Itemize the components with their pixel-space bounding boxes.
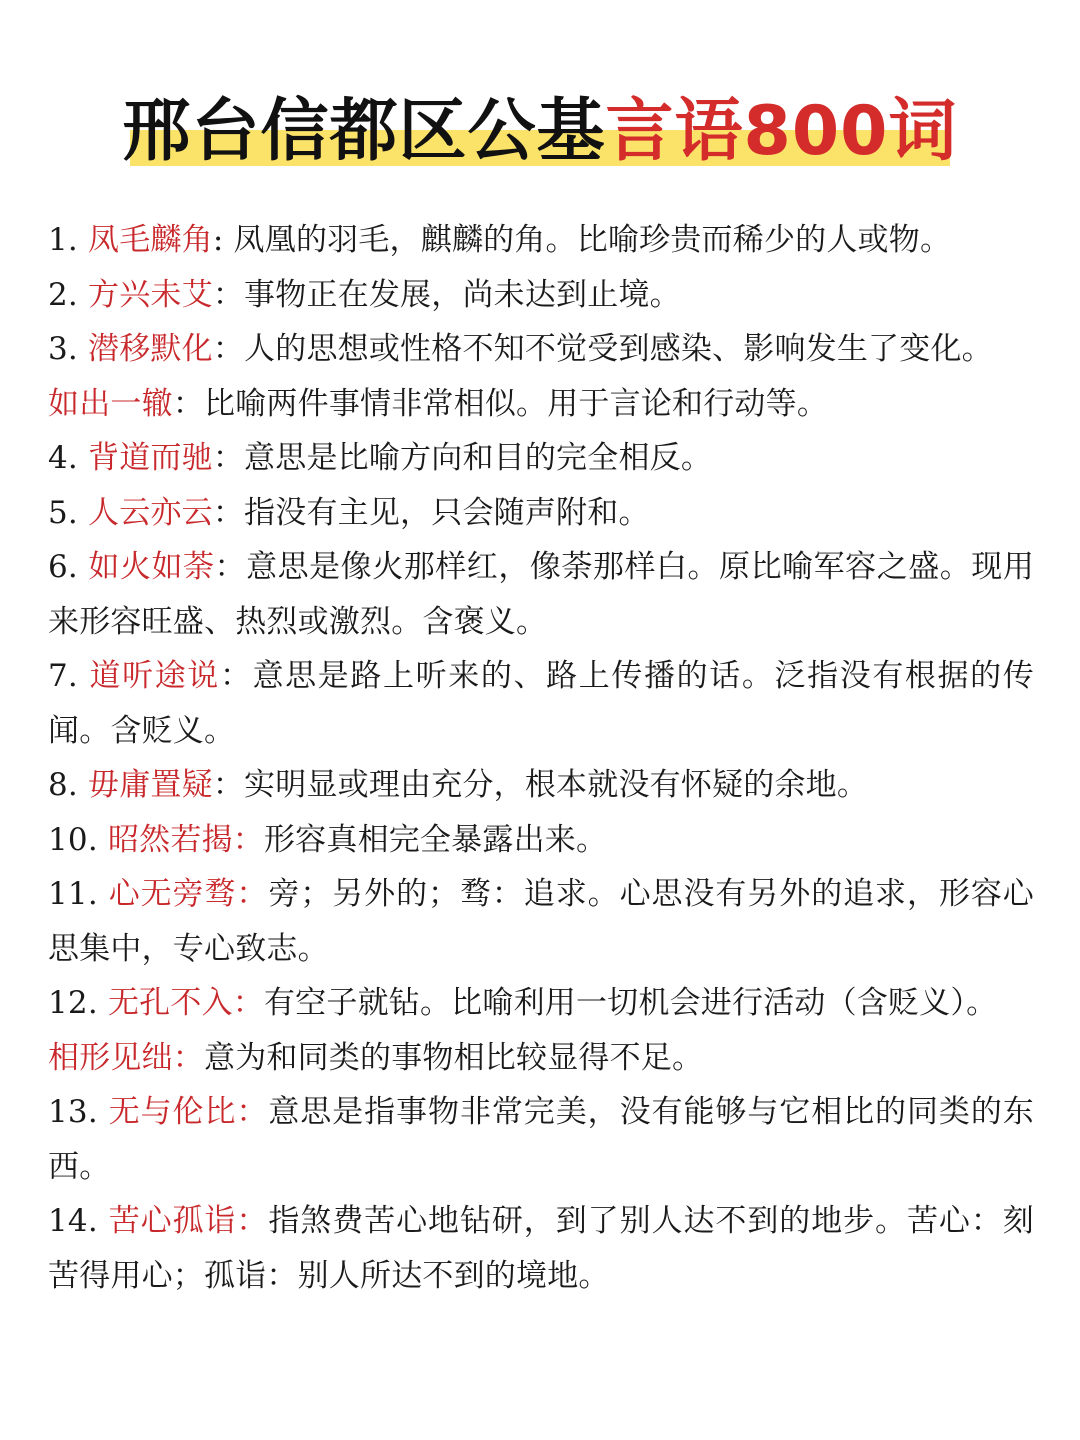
definition: 人的思想或性格不知不觉受到感染、影响发生了变化。 <box>244 331 993 367</box>
separator: ： <box>212 276 245 313</box>
idiom-term: 道听途说 <box>89 658 220 694</box>
separator: ： <box>212 331 245 367</box>
separator: ： <box>212 440 245 476</box>
idiom-term: 如火如荼 <box>88 549 215 585</box>
definition: 比喻两件事情非常相似。用于言论和行动等。 <box>204 385 829 422</box>
item-number: 10. <box>48 821 108 858</box>
separator: ： <box>212 494 245 531</box>
definition: 指煞费苦心地钻研，到了别人达不到的地步。苦心：刻苦得用心；孤诣：别人所达不到的境地。 <box>48 1203 1034 1294</box>
list-item <box>48 486 1034 541</box>
item-number: 14. <box>48 1203 109 1239</box>
list-item <box>48 322 1034 377</box>
item-number: 7. <box>48 658 90 694</box>
separator: ： <box>214 549 247 585</box>
list-item <box>48 1194 1034 1303</box>
idiom-term: 心无旁骛： <box>108 876 269 912</box>
definition: 意为和同类的事物相比较显得不足。 <box>204 1039 704 1076</box>
idiom-list <box>48 213 1034 1303</box>
idiom-term: 凤毛麟角 <box>88 222 213 258</box>
item-number: 8. <box>48 767 89 803</box>
idiom-term: 背道而驰 <box>88 440 213 476</box>
definition: 意思是像火那样红，像荼那样白。原比喻军容之盛。现用来形容旺盛、热烈或激烈。含褒义。 <box>48 549 1035 640</box>
separator: ： <box>212 767 245 803</box>
title-main: 邢台信都区公基 <box>122 92 606 171</box>
idiom-term: 毋庸置疑 <box>88 767 213 803</box>
list-item <box>48 268 1034 323</box>
idiom-term: 相形见绌： <box>48 1039 204 1076</box>
item-number: 2. <box>48 276 89 313</box>
item-number: 6. <box>48 549 89 585</box>
idiom-term: 无与伦比： <box>108 1094 269 1130</box>
title-block <box>0 84 1080 184</box>
idiom-term: 苦心孤诣： <box>108 1203 269 1239</box>
definition: 实明显或理由充分，根本就没有怀疑的余地。 <box>244 767 869 803</box>
definition: 意思是指事物非常完美，没有能够与它相比的同类的东西。 <box>48 1094 1034 1185</box>
separator: ： <box>219 658 253 694</box>
item-number: 5. <box>48 494 89 531</box>
list-item <box>48 540 1034 649</box>
definition: 意思是比喻方向和目的完全相反。 <box>244 440 713 476</box>
definition: 凤凰的羽毛，麒麟的角。比喻珍贵而稀少的人或物。 <box>233 222 952 258</box>
list-item <box>48 976 1034 1031</box>
list-item <box>48 213 1034 268</box>
list-item <box>48 813 1034 868</box>
list-item <box>48 377 1034 432</box>
definition: 事物正在发展，尚未达到止境。 <box>244 276 681 313</box>
list-item <box>48 1085 1034 1194</box>
list-item <box>48 758 1034 813</box>
title-accent: 言语800词 <box>605 92 958 171</box>
definition: 形容真相完全暴露出来。 <box>263 821 608 858</box>
idiom-term: 无孔不入： <box>107 985 264 1021</box>
separator: ： <box>172 385 205 422</box>
item-number: 1. <box>48 222 89 258</box>
definition: 有空子就钻。比喻利用一切机会进行活动（含贬义）。 <box>263 985 998 1021</box>
page-title <box>123 84 958 180</box>
idiom-term: 人云亦云 <box>88 494 213 531</box>
list-item <box>48 431 1034 486</box>
definition: 指没有主见，只会随声附和。 <box>244 494 650 531</box>
item-number: 3. <box>48 331 89 367</box>
list-item <box>48 867 1034 976</box>
item-number: 4. <box>48 440 89 476</box>
item-number: 11. <box>48 876 109 912</box>
item-number: 12. <box>48 985 108 1021</box>
item-number: 13. <box>48 1094 109 1130</box>
list-item <box>48 649 1034 758</box>
idiom-term: 方兴未艾 <box>88 276 213 313</box>
idiom-term: 昭然若揭： <box>107 821 264 858</box>
idiom-term: 如出一辙 <box>48 385 173 422</box>
definition: 意思是路上听来的、路上传播的话。泛指没有根据的传闻。含贬义。 <box>48 658 1034 749</box>
idiom-term: 潜移默化 <box>88 331 213 367</box>
list-item <box>48 1031 1034 1086</box>
separator: : <box>212 222 234 258</box>
definition: 旁；另外的；骛：追求。心思没有另外的追求，形容心思集中，专心致志。 <box>48 876 1034 967</box>
